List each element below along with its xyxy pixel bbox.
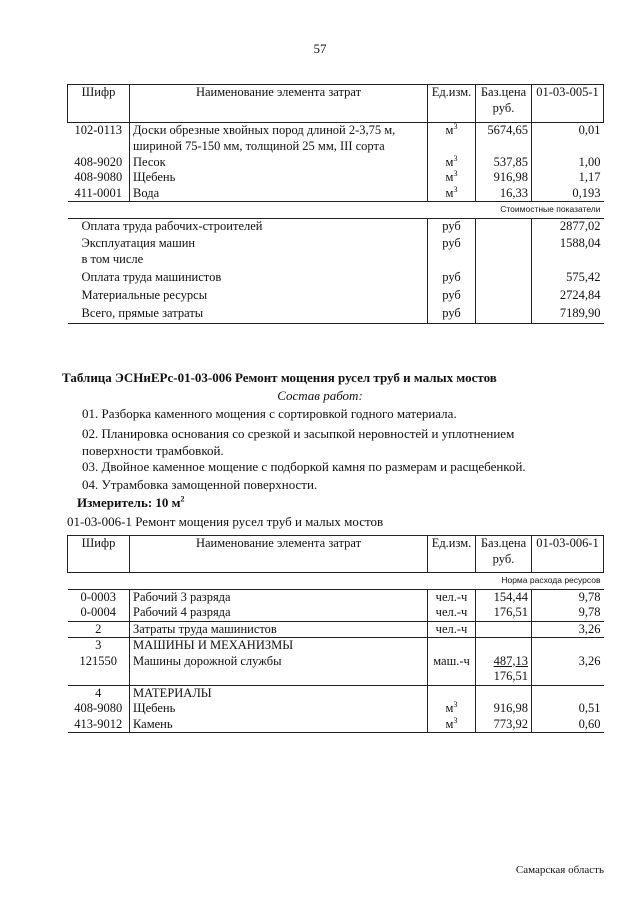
row-code: 408-9020 (74, 154, 123, 169)
group-name: МАШИНЫ И МЕХАНИЗМЫ (130, 638, 428, 654)
cost-row (68, 236, 604, 252)
footer-region: Самарская область (515, 864, 604, 876)
cost-name: Всего, прямые затраты (81, 305, 204, 320)
table-title: Таблица ЭСНиЕРс-01-03-006 Ремонт мощения русел труб и малых мостов (62, 370, 497, 385)
col-header-code: Шифр (68, 85, 130, 123)
row-unit: чел.-ч (428, 621, 476, 638)
row-code: 408-9080 (74, 701, 123, 715)
row-price: 5674,65 (476, 123, 532, 155)
table-row (68, 621, 604, 638)
col-header-price: Баз.цена руб. (476, 536, 532, 573)
row-unit: $м^3$ (428, 123, 476, 155)
group-row (68, 685, 604, 701)
row-unit: маш.-ч (428, 654, 476, 686)
row-name: Песок (130, 155, 428, 171)
cost-unit: руб (428, 288, 476, 306)
measure-unit: Измеритель: 10 $м^2$ (77, 494, 185, 510)
table-row (68, 589, 604, 605)
table-row (68, 605, 604, 621)
col-header-norm: 01-03-006-1 (532, 536, 604, 573)
row-unit: $м^3$ (428, 186, 476, 202)
col-header-price: Баз.цена руб. (476, 85, 532, 123)
cost-name: Материальные ресурсы (81, 287, 208, 302)
row-price: 773,92 (476, 717, 532, 733)
work-step: 02. Планировка основания со срезкой и засыпкой неровностей и уплотнением поверхности трамбовкой. (82, 426, 515, 458)
cost-name: Оплата труда машинистов (81, 269, 222, 284)
row-value: 3,26 (532, 654, 604, 686)
cost-unit: руб (428, 218, 476, 236)
cost-value: 7189,90 (532, 306, 604, 324)
row-code: 413-9012 (74, 716, 123, 731)
resource-table-01-03-005-1 (67, 84, 604, 324)
table-row (68, 701, 604, 717)
row-name: Камень (130, 717, 428, 733)
col-header-norm: 01-03-005-1 (532, 85, 604, 123)
work-step: 01. Разборка каменного мощения с сортировкой годного материала. (82, 406, 457, 421)
table-row (68, 717, 604, 733)
row-value: 0,193 (532, 186, 604, 202)
row-code: 408-9080 (74, 170, 123, 184)
row-unit: $м^3$ (428, 717, 476, 733)
table-row (68, 170, 604, 186)
cost-row (68, 306, 604, 324)
composition-heading: Состав работ: (277, 388, 363, 403)
row-name: Рабочий 4 разряда (130, 605, 428, 621)
row-name: Рабочий 3 разряда (130, 589, 428, 605)
norm-line: 01-03-006-1 Ремонт мощения русел труб и малых мостов (67, 514, 384, 529)
work-step: 04. Утрамбовка замощенной поверхности. (82, 477, 318, 492)
row-code: 121550 (79, 653, 117, 668)
row-name: Щебень (130, 701, 428, 717)
row-unit: чел.-ч (428, 605, 476, 621)
row-value: 1,17 (532, 170, 604, 186)
row-price: 916,98 (476, 170, 532, 186)
work-step: 03. Двойное каменное мощение с подборкой камня по размерам и расщебенкой. (82, 459, 526, 474)
group-code: 3 (95, 638, 102, 652)
col-header-name: Наименование элемента затрат (130, 536, 428, 573)
row-name: Вода (130, 186, 428, 202)
section-note: Стоимостные показатели (68, 202, 604, 219)
row-price: 916,98 (476, 701, 532, 717)
row-code: 411-0001 (74, 185, 122, 200)
row-value: 9,78 (532, 589, 604, 605)
row-price: 154,44 (476, 589, 532, 605)
row-name: Щебень (130, 170, 428, 186)
cost-row (68, 252, 604, 270)
cost-value: 2877,02 (532, 218, 604, 236)
col-header-name: Наименование элемента затрат (130, 85, 428, 123)
cost-name: Оплата труда рабочих-строителей (81, 218, 263, 233)
cost-row (68, 270, 604, 288)
row-price: 537,85 (476, 155, 532, 171)
row-value: 9,78 (532, 605, 604, 621)
table-row (68, 123, 604, 155)
row-value: 3,26 (532, 621, 604, 638)
row-value: 0,60 (532, 717, 604, 733)
row-name: Доски обрезные хвойных пород длиной 2-3,75 м, шириной 75-150 мм, толщиной 25 мм, III сорта (130, 123, 428, 155)
col-header-unit: Ед.изм. (428, 536, 476, 573)
col-header-code: Шифр (68, 536, 130, 573)
table-row (68, 186, 604, 202)
group-name: МАТЕРИАЛЫ (130, 685, 428, 701)
section-note: Норма расхода ресурсов (68, 573, 604, 590)
row-code: 2 (95, 621, 102, 636)
table-row (68, 654, 604, 686)
row-code: 0-0004 (80, 605, 116, 619)
cost-name: Эксплуатация машин (81, 236, 196, 250)
row-value: 0,51 (532, 701, 604, 717)
row-name: Затраты труда машинистов (130, 621, 428, 638)
cost-unit: руб (428, 306, 476, 324)
group-row (68, 638, 604, 654)
row-price: 16,33 (476, 186, 532, 202)
row-price: 176,51 (476, 605, 532, 621)
row-unit: $м^3$ (428, 155, 476, 171)
row-unit: $м^3$ (428, 170, 476, 186)
row-price: 487,13 176,51 (476, 654, 532, 686)
cost-value: 1588,04 (532, 236, 604, 252)
cost-unit: руб (428, 236, 476, 252)
row-code: 102-0113 (74, 123, 122, 137)
row-unit: чел.-ч (428, 589, 476, 605)
cost-unit: руб (428, 270, 476, 288)
cost-row (68, 288, 604, 306)
row-name: Машины дорожной службы (130, 654, 428, 686)
page-number: 57 (313, 41, 327, 56)
row-price (476, 621, 532, 638)
row-unit: $м^3$ (428, 701, 476, 717)
group-code: 4 (95, 685, 102, 700)
row-value: 0,01 (532, 123, 604, 155)
row-value: 1,00 (532, 155, 604, 171)
cost-name: в том числе (81, 251, 144, 266)
resource-table-01-03-006-1 (67, 535, 604, 733)
row-code: 0-0003 (80, 589, 116, 604)
cost-row (68, 218, 604, 236)
cost-value: 2724,84 (532, 288, 604, 306)
col-header-unit: Ед.изм. (428, 85, 476, 123)
cost-value: 575,42 (532, 270, 604, 288)
table-row (68, 155, 604, 171)
